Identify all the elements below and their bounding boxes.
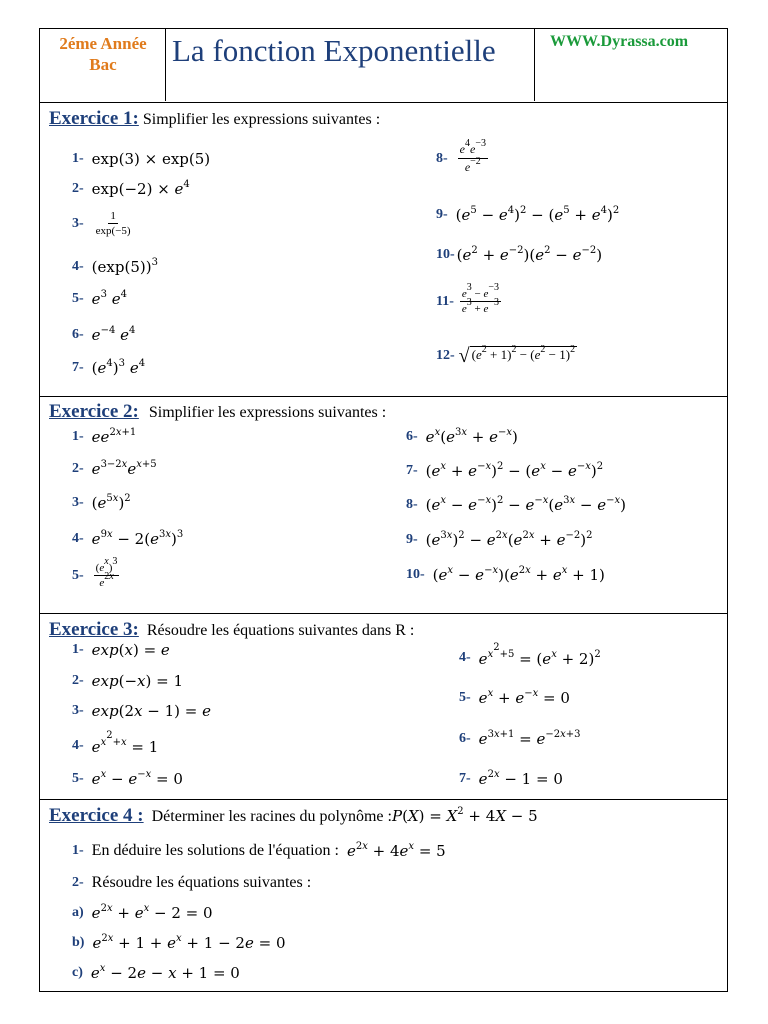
- ex1-item-4: 4- $(\exp(5))^3$: [72, 257, 158, 276]
- exercise-instruction: Résoudre les équations suivantes dans R :: [146, 622, 415, 639]
- ex2-item-5: 5- $\frac{(e^x)^3}{e^{2x}}$: [72, 556, 118, 589]
- ex1-item-9: 9- $(e^5 - e^4)^2 - (e^5 + e^4)^2$: [436, 205, 620, 224]
- ex1-item-7: 7- $(e^4)^3$ $e^4$: [72, 358, 146, 377]
- ex2-item-10: 10- $(e^x - e^{-x})(e^{2x} + e^x + 1)$: [406, 565, 605, 584]
- ex1-item-12: 12- √ $(e^2 + 1)^2 - (e^2 - 1)^2$: [436, 344, 576, 367]
- exercise-instruction: Déterminer les racines du polynôme :: [151, 808, 392, 825]
- exercise-instruction: Simplifier les expressions suivantes :: [142, 111, 381, 128]
- ex3-item-4: 4- $e^{x^2+x} = 1$: [72, 730, 159, 756]
- exercise-label: Exercice 2:: [49, 401, 139, 422]
- ex3-item-9: 7- $e^{2x} - 1 = 0$: [459, 769, 563, 788]
- ex2-item-1: 1- $ee^{2x+1}$: [72, 427, 137, 446]
- ex4-sub-b: b) $e^{2x} + 1 + e^x + 1 - 2e = 0$: [72, 933, 286, 952]
- ex2-item-8: 8- $(e^x - e^{-x})^2 - e^{-x}(e^{3x} - e^{-x})$: [406, 495, 627, 514]
- header-divider-2: [534, 28, 535, 101]
- ex4-sub-c: c) $e^x - 2e - x + 1 = 0$: [72, 963, 240, 982]
- ex2-item-4: 4- $e^{9x} - 2(e^{3x})^3$: [72, 529, 184, 548]
- page-title: La fonction Exponentielle: [172, 33, 496, 68]
- ex4-q2: 2- Résoudre les équations suivantes :: [72, 874, 312, 891]
- website-label: WWW.Dyrassa.com: [550, 33, 689, 50]
- ex2-item-6: 6- $e^x(e^{3x} + e^{-x})$: [406, 427, 518, 446]
- ex2-item-9: 9- $(e^{3x})^2 - e^{2x}(e^{2x} + e^{-2})^2$: [406, 530, 593, 549]
- ex3-item-1: 1- exp(x) = e: [72, 641, 170, 659]
- ex2-item-2: 2- $e^{3-2x}e^{x+5}$: [72, 459, 157, 478]
- ex1-item-8: 8- $\frac{e^4e^{-3}}{e^{-2}}$: [436, 138, 486, 174]
- exercise-1-box: [39, 102, 728, 397]
- ex3-item-7: 5- $e^x + e^{-x} = 0$: [459, 688, 570, 707]
- exercise-label: Exercice 3:: [49, 619, 139, 640]
- ex1-item-6: 6- $e^{-4}$ $e^4$: [72, 325, 136, 344]
- ex1-item-10: 10- $(e^2 + e^{-2})(e^2 - e^{-2})$: [436, 245, 603, 264]
- level-label: 2éme Année Bac: [59, 34, 147, 74]
- exercise-instruction: Simplifier les expressions suivantes :: [148, 404, 387, 421]
- ex1-item-2: 2- $\exp(-2) \times e^4$: [72, 179, 190, 198]
- ex3-item-2: 2- exp(−x) = 1: [72, 672, 184, 690]
- ex1-item-3: 3- $\frac{1}{\exp(-5)}$: [72, 210, 131, 237]
- ex2-item-3: 3- $(e^{5x})^2$: [72, 493, 131, 512]
- ex1-item-11: 11- $\frac{e^3 - e^{-3}}{e^3 + e^{-3}}$: [436, 282, 500, 315]
- exercise-label: Exercice 4 :: [49, 805, 144, 826]
- header-divider-1: [165, 28, 166, 101]
- ex3-item-3: 3- exp(2x − 1) = e: [72, 702, 211, 720]
- ex2-item-7: 7- $(e^x + e^{-x})^2 - (e^x - e^{-x})^2$: [406, 461, 604, 480]
- ex3-item-6: 4- $e^{x^2+5} = (e^x + 2)^2$: [459, 642, 601, 668]
- exercise-2-title: [49, 401, 386, 423]
- exercise-1-title: [49, 108, 380, 130]
- exercise-4-title: Exercice 4 : Déterminer les racines du polynôme :P(X) = $X^2 + 4X - 5$: [49, 805, 538, 826]
- exercise-3-title: [49, 619, 414, 641]
- exercise-label: Exercice 1:: [49, 108, 139, 129]
- ex1-item-5: 5- $e^3$ $e^4$: [72, 289, 127, 308]
- ex4-sub-a: a) $e^{2x} + e^x - 2 = 0$: [72, 903, 213, 922]
- ex3-item-5: 5- $e^x - e^{-x} = 0$: [72, 769, 183, 788]
- ex3-item-8: 6- $e^{3x+1} = e^{-2x+3}$: [459, 729, 581, 748]
- ex4-q1: 1- En déduire les solutions de l'équation : $e^{2x} + 4e^x = 5$: [72, 841, 446, 860]
- ex1-item-1: 1- exp(3) × exp(5): [72, 150, 211, 168]
